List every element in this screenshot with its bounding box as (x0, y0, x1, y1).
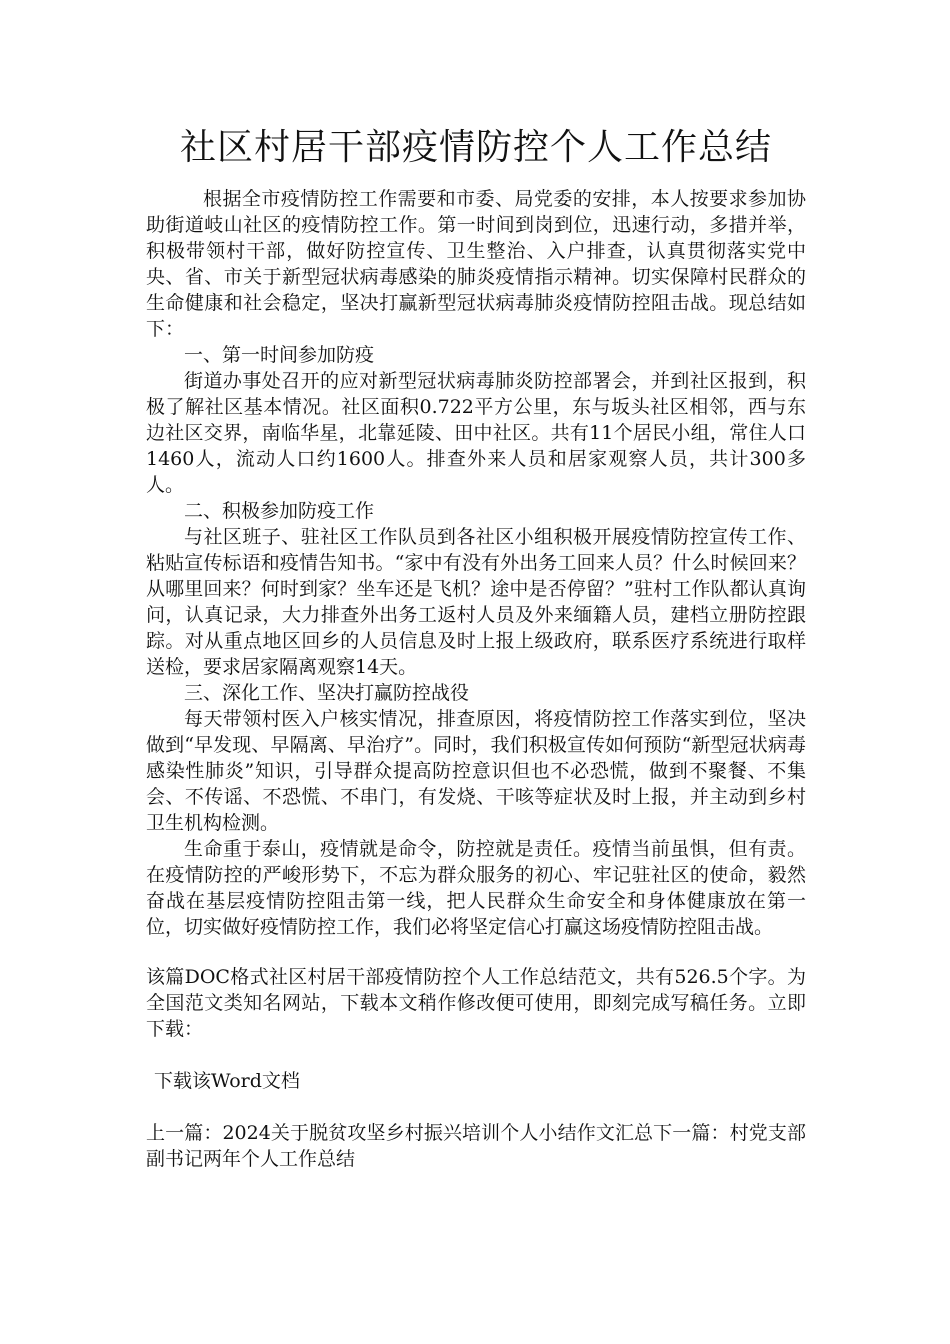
download-word-link[interactable]: 下载该Word文档 (154, 1070, 300, 1092)
section-heading-3: 三、深化工作、坚决打赢防控战役 (184, 682, 470, 704)
document-title: 社区村居干部疫情防控个人工作总结 (179, 127, 772, 168)
section-body-1: 街道办事处召开的应对新型冠状病毒肺炎防控部署会，并到社区报到，积极了解社区基本情况。社区面积0.722平方公里，东与坂头社区相邻，西与东边社区交界，南临华星，北靠延陵、田中社区。共有11个居民小组，常住人口1460人，流动人口约1600人。排查外来人员和居家观察人员，共计300多人。 (146, 370, 806, 496)
document-body (146, 186, 806, 940)
prev-article-link[interactable]: 2024关于脱贫攻坚乡村振兴培训个人小结作文汇总 (222, 1122, 654, 1144)
section-body-2: 与社区班子、驻社区工作队员到各社区小组积极开展疫情防控宣传工作、粘贴宣传标语和疫情告知书。“家中有没有外出务工回来人员？什么时候回来？从哪里回来？何时到家？坐车还是飞机？途中是否停留？”驻村工作队都认真询问，认真记录，大力排查外出务工返村人员及外来缅籍人员，建档立册防控跟踪。对从重点地区回乡的人员信息及时上报上级政府，联系医疗系统进行取样送检，要求居家隔离观察14天。 (146, 526, 806, 678)
footer-summary: 该篇DOC格式社区村居干部疫情防控个人工作总结范文，共有526.5个字。为全国范文类知名网站，下载本文稍作修改便可使用，即刻完成写稿任务。立即下载： (146, 966, 806, 1040)
section-body-3: 每天带领村医入户核实情况，排查原因，将疫情防控工作落实到位，坚决做到“早发现、早隔离、早治疗”。同时，我们积极宣传如何预防“新型冠状病毒感染性肺炎”知识，引导群众提高防控意识但也不必恐慌，做到不聚餐、不集会、不传谣、不恐慌、不串门，有发烧、干咳等症状及时上报，并主动到乡村卫生机构检测。 (146, 708, 806, 834)
section-heading-2: 二、积极参加防疫工作 (184, 500, 375, 522)
conclusion-paragraph: 生命重于泰山，疫情就是命令，防控就是责任。疫情当前虽惧，但有责。在疫情防控的严峻形势下，不忘为群众服务的初心、牢记驻社区的使命，毅然奋战在基层疫情防控阻击第一线，把人民群众生命安全和身体健康放在第一位，切实做好疫情防控工作，我们必将坚定信心打赢这场疫情防控阻击战。 (146, 838, 806, 938)
intro-paragraph: 根据全市疫情防控工作需要和市委、局党委的安排，本人按要求参加协助街道岐山社区的疫情防控工作。第一时间到岗到位，迅速行动，多措并举，积极带领村干部，做好防控宣传、卫生整治、入户排查，认真贯彻落实党中央、省、市关于新型冠状病毒感染的肺炎疫情指示精神。切实保障村民群众的生命健康和社会稳定，坚决打赢新型冠状病毒肺炎疫情防控阻击战。现总结如下： (146, 188, 806, 340)
prev-label: 上一篇： (146, 1122, 223, 1144)
next-article-link[interactable]: 村党支部副书记两年个人工作总结 (146, 1122, 806, 1170)
next-label: 下一篇： (653, 1122, 730, 1144)
section-heading-1: 一、第一时间参加防疫 (184, 344, 375, 366)
document-page (146, 120, 806, 1172)
article-navigation (146, 1120, 806, 1172)
footer-block (146, 964, 806, 1172)
